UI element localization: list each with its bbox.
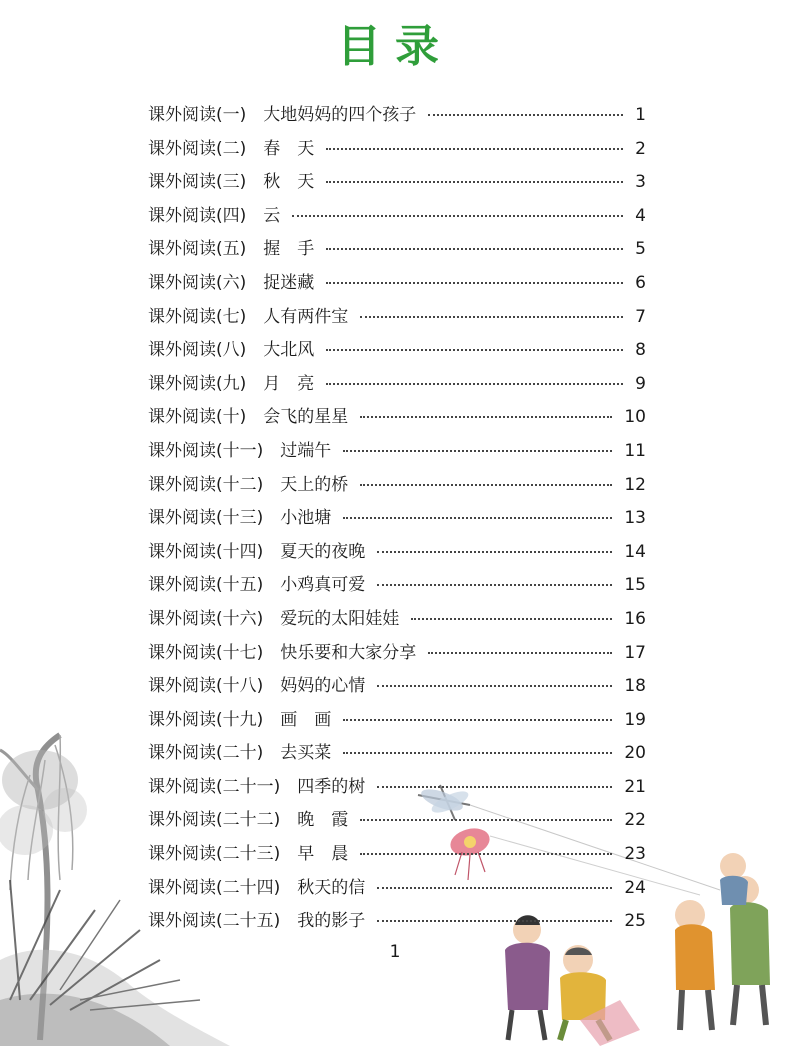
toc-entry-title: 夏天的夜晚 [280,541,366,562]
toc-entry-page-number: 15 [624,575,646,596]
toc-entry-number: 课外阅读(三) [148,172,247,193]
toc-entry-number: 课外阅读(一) [148,105,247,125]
toc-entry-page-number: 6 [635,272,646,293]
toc-entry-number: 课外阅读(二) [148,138,247,159]
toc-entry-title: 快乐要和大家分享 [280,642,417,663]
toc-entry-title: 晚 霞 [297,810,349,831]
toc-entry-leader-dots [377,786,612,788]
toc-entry[interactable] [148,233,646,267]
toc-entry-label [148,99,416,133]
toc-entry-title: 大地妈妈的四个孩子 [263,105,417,125]
toc-entry-label [148,166,314,200]
toc-entry-page-number: 13 [624,508,646,529]
toc-entry-title: 会飞的星星 [263,407,349,428]
toc-entry-label [148,502,331,536]
toc-entry[interactable] [148,99,646,133]
toc-entry[interactable] [148,301,646,335]
toc-entry-leader-dots [428,114,623,116]
toc-entry-number: 课外阅读(二十一) [148,776,281,797]
toc-entry[interactable] [148,905,646,939]
toc-entry-label [148,267,314,301]
toc-entry[interactable] [148,536,646,570]
toc-entry-number: 课外阅读(十四) [148,541,264,562]
toc-entry-title: 小池塘 [280,508,332,529]
toc-entry-number: 课外阅读(二十二) [148,810,281,831]
toc-entry-title: 妈妈的心情 [280,676,366,697]
toc-entry-leader-dots [326,349,623,351]
toc-entry-number: 课外阅读(十二) [148,474,264,495]
toc-entry-label [148,771,365,805]
toc-entry-leader-dots [326,148,623,150]
toc-entry-label [148,670,365,704]
toc-entry-page-number: 14 [624,541,646,562]
toc-entry[interactable] [148,670,646,704]
toc-entry-page-number: 23 [624,844,646,865]
toc-entry-title: 画 画 [280,709,332,730]
toc-entry-page-number: 9 [635,373,646,394]
toc-entry-title: 去买菜 [280,743,332,764]
toc-entry-page-number: 7 [635,306,646,327]
toc-entry-leader-dots [360,484,612,486]
toc-entry-page-number: 20 [624,743,646,764]
toc-entry-page-number: 24 [624,877,646,898]
toc-entry-leader-dots [343,517,612,519]
toc-entry-label [148,401,348,435]
toc-entry-label [148,905,365,939]
toc-entry-title: 我的影子 [297,911,366,932]
toc-entry-label [148,301,348,335]
toc-entry-number: 课外阅读(十六) [148,608,264,629]
toc-entry-leader-dots [377,685,612,687]
toc-entry-number: 课外阅读(八) [148,340,247,361]
toc-entry[interactable] [148,267,646,301]
toc-entry-leader-dots [326,181,623,183]
toc-entry-page-number: 5 [635,239,646,260]
toc-entry-page-number: 17 [624,642,646,663]
toc-entry-page-number: 18 [624,676,646,697]
toc-entry[interactable] [148,166,646,200]
toc-entry-page-number: 25 [624,911,646,932]
toc-entry-number: 课外阅读(十) [148,407,247,428]
toc-entry-page-number: 3 [635,172,646,193]
toc-entry-page-number: 16 [624,608,646,629]
toc-entry-leader-dots [428,652,612,654]
toc-entry-number: 课外阅读(九) [148,373,247,394]
toc-entry[interactable] [148,737,646,771]
toc-entry[interactable] [148,469,646,503]
toc-entry[interactable] [148,200,646,234]
toc-entry[interactable] [148,804,646,838]
toc-entry-leader-dots [360,316,623,318]
toc-entry-title: 春 天 [263,138,315,159]
toc-entry-label [148,569,365,603]
toc-entry[interactable] [148,838,646,872]
toc-entry-leader-dots [377,920,612,922]
toc-entry-leader-dots [326,383,623,385]
page-title: 目录 [337,21,453,72]
toc-entry-number: 课外阅读(二十五) [148,911,281,932]
toc-entry-leader-dots [343,719,612,721]
toc-entry-label [148,133,314,167]
toc-entry-page-number: 11 [624,440,646,461]
toc-entry-title: 月 亮 [263,373,315,394]
toc-entry-number: 课外阅读(六) [148,272,247,293]
toc-entry[interactable] [148,502,646,536]
toc-entry-title: 小鸡真可爱 [280,575,366,596]
toc-entry[interactable] [148,334,646,368]
toc-entry[interactable] [148,368,646,402]
toc-entry-label [148,704,331,738]
toc-entry-label [148,368,314,402]
toc-entry-number: 课外阅读(二十四) [148,877,281,898]
toc-entry-title: 过端午 [280,440,332,461]
toc-entry-page-number: 2 [635,138,646,159]
toc-entry-leader-dots [343,752,612,754]
toc-entry-title: 四季的树 [297,776,366,797]
toc-entry-label [148,737,331,771]
toc-entry-title: 天上的桥 [280,474,349,495]
toc-entry-leader-dots [360,853,612,855]
toc-entry-page-number: 4 [635,205,646,226]
toc-entry-page-number: 12 [624,474,646,495]
toc-entry-number: 课外阅读(十八) [148,676,264,697]
toc-entry-title: 爱玩的太阳娃娃 [280,608,400,629]
toc-entry-number: 课外阅读(二十) [148,743,264,764]
toc-entry-number: 课外阅读(十五) [148,575,264,596]
toc-entry-page-number: 21 [624,776,646,797]
toc-entry-number: 课外阅读(四) [148,205,247,226]
toc-entry-title: 云 [263,205,281,226]
toc-entry-label [148,469,348,503]
toc-entry[interactable] [148,637,646,671]
toc-entry[interactable] [148,401,646,435]
toc-entry-title: 早 晨 [297,844,349,865]
toc-entry-number: 课外阅读(二十三) [148,844,281,865]
toc-entry-label [148,603,399,637]
toc-entry-page-number: 19 [624,709,646,730]
toc-entry-number: 课外阅读(七) [148,306,247,327]
toc-entry-title: 握 手 [263,239,315,260]
toc-entry[interactable] [148,133,646,167]
toc-entry-label [148,838,348,872]
toc-entry-title: 大北风 [263,340,315,361]
toc-entry-number: 课外阅读(十七) [148,642,264,663]
toc-entry-page-number: 8 [635,340,646,361]
toc-entry[interactable] [148,872,646,906]
toc-entry-label [148,637,416,671]
toc-entry[interactable] [148,569,646,603]
toc-entry-number: 课外阅读(十一) [148,440,264,461]
toc-entry-leader-dots [377,584,612,586]
toc-entry-label [148,334,314,368]
toc-entry-leader-dots [343,450,612,452]
toc-entry-label [148,233,314,267]
toc-entry[interactable] [148,435,646,469]
toc-entry-leader-dots [377,551,612,553]
toc-entry-page-number: 22 [624,810,646,831]
toc-entry-number: 课外阅读(十三) [148,508,264,529]
toc-entry-label [148,200,280,234]
toc-entry-label [148,804,348,838]
toc-entry-leader-dots [360,416,612,418]
toc-entry-title: 捉迷藏 [263,272,315,293]
toc-entry-number: 课外阅读(五) [148,239,247,260]
toc-entry-title: 秋天的信 [297,877,366,898]
toc-entry-label [148,435,331,469]
toc-entry-leader-dots [377,887,612,889]
toc-entry-label [148,536,365,570]
toc-entry-leader-dots [411,618,612,620]
toc-entry-leader-dots [326,282,623,284]
toc-entry-number: 课外阅读(十九) [148,709,264,730]
toc-entry-page-number: 10 [624,407,646,428]
toc-entry[interactable] [148,603,646,637]
page-number: 1 [389,942,401,962]
toc-entry-title: 人有两件宝 [263,306,349,327]
toc-entry[interactable] [148,771,646,805]
toc-entry-leader-dots [292,215,623,217]
toc-entry-page-number: 1 [635,105,646,125]
toc-entry-title: 秋 天 [263,172,315,193]
toc-entry-leader-dots [360,819,612,821]
toc-entry[interactable] [148,704,646,738]
toc-entry-label [148,872,365,906]
table-of-contents [148,99,646,939]
toc-entry-leader-dots [326,248,623,250]
